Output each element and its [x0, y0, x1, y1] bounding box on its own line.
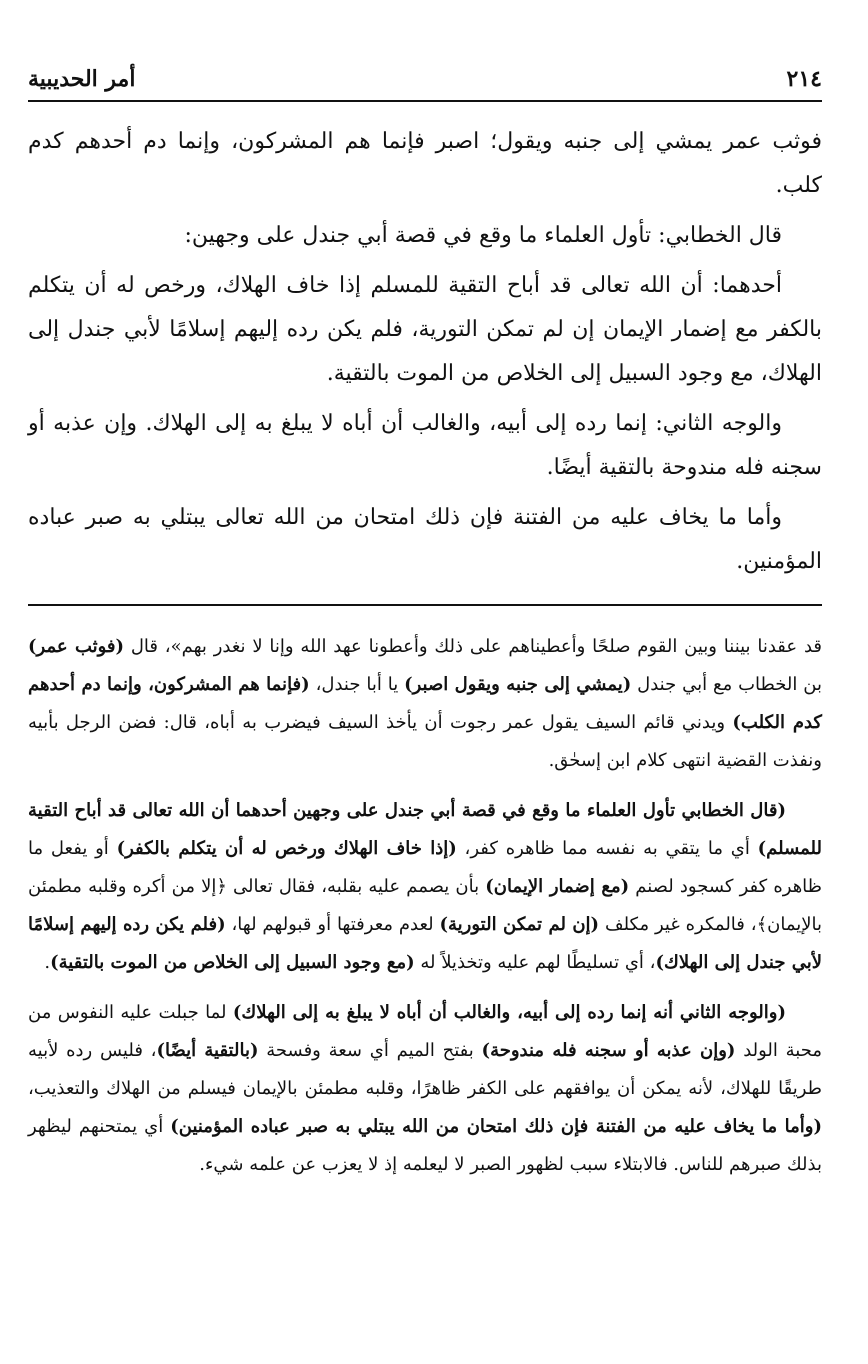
quoted-text: (فلم يكن رده إليهم إسلامًا لأبي جندل إلى الهلاك): [28, 914, 822, 973]
separator-line: [28, 604, 822, 606]
commentary-text: .: [44, 952, 51, 973]
commentary-text: بأن يصمم عليه بقلبه، فقال تعالى ﴿إلا من أكره وقلبه مطمئن بالإيمان﴾، فالمكره غير مكلف: [28, 876, 822, 935]
commentary-text: بن الخطاب مع أبي جندل: [631, 674, 822, 695]
commentary-paragraph: [28, 792, 822, 982]
commentary-text: لعدم معرفتها أو قبولهم لها،: [225, 914, 440, 935]
running-title: أمر الحديبية: [28, 66, 136, 92]
commentary-text: أي يمتحنهم ليظهر بذلك صبرهم للناس. فالابتلاء سبب لظهور الصبر لا ليعلمه إذ لا يعزب عن علمه شيء.: [28, 1116, 822, 1175]
quoted-text: (مع إضمار الإيمان): [485, 876, 630, 897]
main-paragraph: قال الخطابي: تأول العلماء ما وقع في قصة أبي جندل على وجهين:: [184, 223, 782, 248]
quoted-text: (فإنما هم المشركون، وإنما دم أحدهم كدم الكلب): [28, 674, 822, 733]
commentary-text: يا أبا جندل،: [309, 674, 405, 695]
quoted-text: (إن لم تمكن التورية): [439, 914, 600, 935]
quoted-text: (فوثب عمر): [28, 636, 125, 657]
commentary-paragraph: [28, 994, 822, 1184]
quoted-text: (بالتقية أيضًا): [156, 1040, 259, 1061]
commentary: [28, 628, 822, 1184]
quoted-text: (وأما ما يخاف عليه من الفتنة فإن ذلك امتحان من الله يبتلي به صبر عباده المؤمنين): [170, 1116, 823, 1137]
commentary-paragraph: [28, 628, 822, 780]
page-number: ٢١٤: [786, 66, 822, 92]
commentary-text: ويدني قائم السيف يقول عمر رجوت أن يأخذ السيف فيضرب به أباه، قال: فضن الرجل بأبيه ونفذت القضية انتهى كلام ابن إسحٰق.: [28, 712, 822, 771]
main-paragraph: فوثب عمر يمشي إلى جنبه ويقول؛ اصبر فإنما هم المشركون، وإنما دم أحدهم كدم كلب.: [28, 129, 822, 198]
quoted-text: (إذا خاف الهلاك ورخص له أن يتكلم بالكفر): [116, 838, 457, 859]
commentary-text: ، أي تسليطًا لهم عليه وتخذيلاً له: [414, 952, 656, 973]
main-paragraph: أحدهما: أن الله تعالى قد أباح التقية للمسلم إذا خاف الهلاك، ورخص له أن يتكلم بالكفر مع إضمار الإيمان إن لم تمكن التورية، فلم يكن رده إليهم إسلامًا لأبي جندل إلى الهلاك، مع وجود السبيل إلى الخلاص من الموت بالتقية.: [28, 273, 822, 386]
commentary-text: أو يفعل ما ظاهره كفر كسجود لصنم: [28, 838, 822, 897]
quoted-text: (وإن عذبه أو سجنه فله مندوحة): [481, 1040, 736, 1061]
commentary-text: لما جبلت عليه النفوس من محبة الولد: [28, 1002, 822, 1061]
commentary-text: بفتح الميم أي سعة وفسحة: [258, 1040, 482, 1061]
commentary-text: ، فليس رده لأبيه طريقًا للهلاك، لأنه يمكن أن يوافقهم على الكفر ظاهرًا، وقلبه مطمئن بالإيمان فيسلم من الهلاك والتعذيب،: [28, 1040, 822, 1099]
commentary-text: قد عقدنا بيننا وبين القوم صلحًا وأعطيناهم على ذلك وأعطونا عهد الله وإنا لا نغدر بهم»، قال: [124, 636, 823, 657]
quoted-text: (مع وجود السبيل إلى الخلاص من الموت بالتقية): [50, 952, 415, 973]
quoted-text: (يمشي إلى جنبه ويقول اصبر): [404, 674, 632, 695]
main-paragraph: وأما ما يخاف عليه من الفتنة فإن ذلك امتحان من الله تعالى يبتلي به صبر عباده المؤمنين.: [28, 505, 822, 574]
page-header: [28, 52, 822, 102]
main-paragraph: والوجه الثاني: إنما رده إلى أبيه، والغالب أن أباه لا يبلغ به إلى الهلاك. وإن عذبه أو سجنه فله مندوحة بالتقية أيضًا.: [28, 411, 822, 480]
main-text: [28, 102, 822, 584]
commentary-text: أي ما يتقي به نفسه مما ظاهره كفر،: [456, 838, 758, 859]
quoted-text: (قال الخطابي تأول العلماء ما وقع في قصة أبي جندل على وجهين أحدهما أن الله تعالى قد أباح التقية للمسلم): [28, 800, 823, 859]
quoted-text: (والوجه الثاني أنه إنما رده إلى أبيه، والغالب أن أباه لا يبلغ به إلى الهلاك): [232, 1002, 786, 1023]
